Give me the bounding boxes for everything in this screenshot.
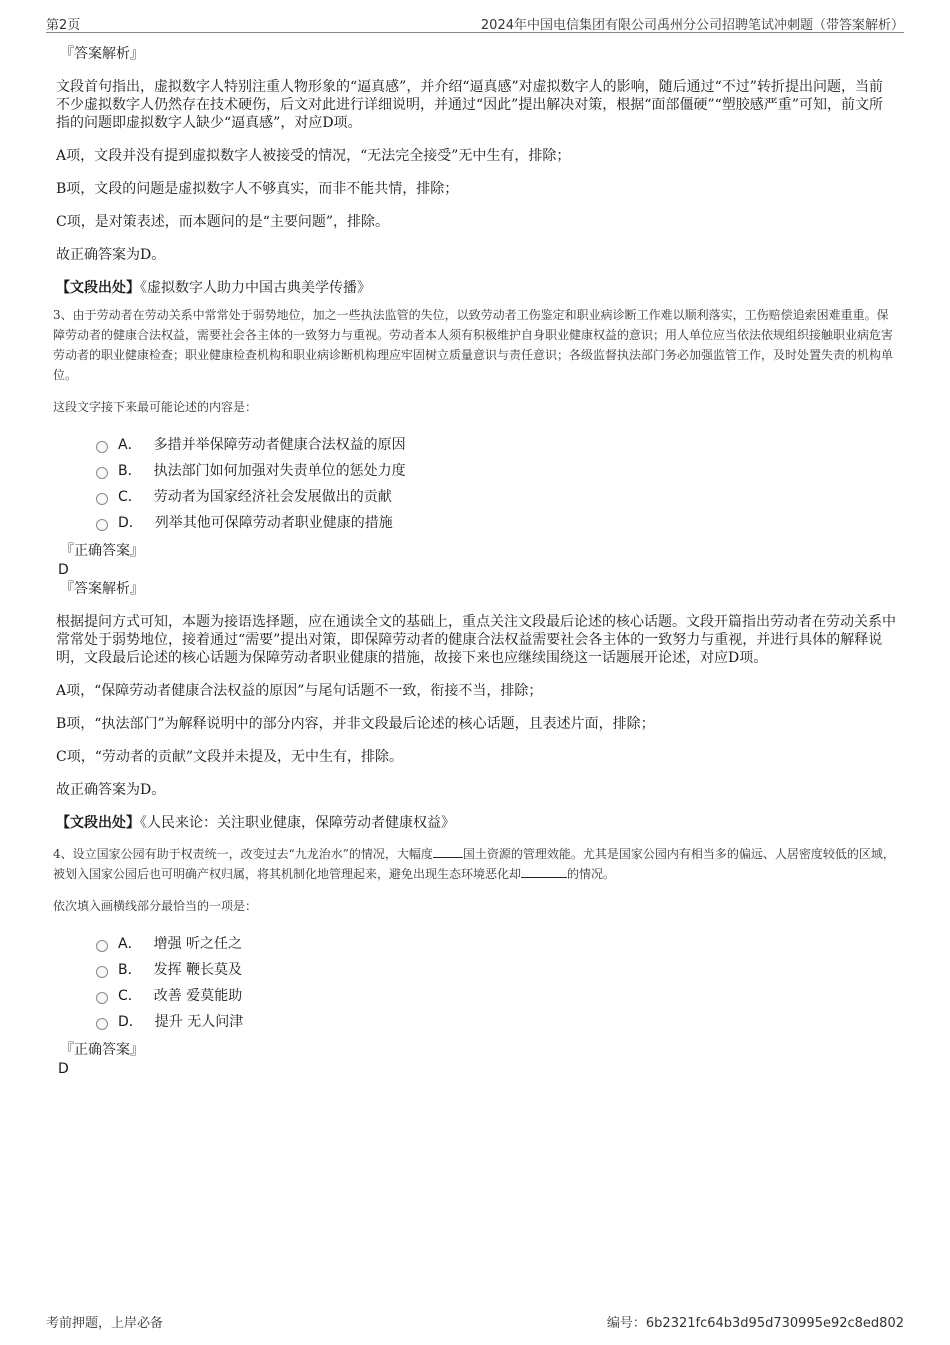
- q3-option-c[interactable]: [96, 483, 896, 509]
- option-text: 发挥 鞭长莫及: [153, 962, 243, 978]
- q2-option-c-analysis: C项，是对策表述，而本题问的是“主要问题”，排除。: [56, 214, 390, 230]
- option-text: 提升 无人问津: [154, 1014, 244, 1030]
- q3-correct-label: 『正确答案』: [60, 543, 144, 559]
- radio-button[interactable]: [96, 940, 108, 952]
- page-header: [46, 10, 904, 33]
- q3-source-label: 【文段出处】: [56, 815, 140, 831]
- option-letter: D．: [118, 515, 143, 531]
- page-content: [53, 44, 896, 1078]
- q4-stem-part3: 的情况。: [567, 867, 616, 881]
- q3-question: 这段文字接下来最可能论述的内容是：: [53, 400, 258, 414]
- page-number: 第2页: [46, 18, 81, 33]
- radio-button[interactable]: [96, 519, 108, 531]
- option-text: 多措并举保障劳动者健康合法权益的原因: [153, 437, 406, 453]
- radio-button[interactable]: [96, 467, 108, 479]
- q4-correct-label: 『正确答案』: [60, 1042, 144, 1058]
- q4-correct-answer: D: [58, 1061, 69, 1077]
- q3-option-c-analysis: C项，“劳动者的贡献”文段并未提及，无中生有，排除。: [56, 749, 404, 765]
- q2-source: [56, 279, 896, 297]
- q3-analysis-label: 『答案解析』: [60, 581, 144, 597]
- fill-blank-2: [521, 877, 567, 878]
- q4-option-a[interactable]: [96, 930, 896, 956]
- q4-option-d[interactable]: [96, 1008, 896, 1034]
- option-letter: A．: [118, 936, 142, 952]
- q3-source: [56, 814, 896, 832]
- q3-option-a[interactable]: [96, 431, 896, 457]
- option-text: 执法部门如何加强对失责单位的惩处力度: [153, 463, 406, 479]
- q3-options: [96, 431, 896, 535]
- serial-label: 编号：: [606, 1316, 646, 1331]
- fill-blank-1: [433, 857, 463, 858]
- q4-question: 依次填入画横线部分最恰当的一项是：: [53, 899, 258, 913]
- q3-option-b-analysis: B项，“执法部门”为解释说明中的部分内容，并非文段最后论述的核心话题，且表述片面，排除；: [56, 716, 655, 732]
- option-letter: C．: [118, 489, 142, 505]
- q2-option-a-analysis: A项，文段并没有提到虚拟数字人被接受的情况，“无法完全接受”无中生有，排除；: [56, 148, 571, 164]
- footer-slogan: 考前押题，上岸必备: [46, 1316, 164, 1331]
- serial-number: 6b2321fc64b3d95d730995e92c8ed802: [645, 1316, 904, 1331]
- q3-analysis-paragraph: 根据提问方式可知，本题为接语选择题，应在通读全文的基础上，重点关注文段最后论述的核心话题。文段开篇指出劳动者在劳动关系中常常处于弱势地位，接着通过“需要”提出对策，即保障劳动者的健康合法权益需要社会各主体的一致努力与重视，并进行具体的解释说明，文段最后论述的核心话题为保障劳动者职业健康的措施，故接下来也应继续围绕这一话题展开论述，对应D项。: [56, 614, 896, 666]
- q3-option-b[interactable]: [96, 457, 896, 483]
- q3-correct-answer: D: [58, 562, 69, 578]
- radio-button[interactable]: [96, 1018, 108, 1030]
- q3-stem: 3、由于劳动者在劳动关系中常常处于弱势地位，加之一些执法监管的失位，以致劳动者工伤鉴定和职业病诊断工作难以顺利落实，工伤赔偿追索困难重重。保障劳动者的健康合法权益，需要社会各主体的一致努力与重视。劳动者本人须有积极维护自身职业健康权益的意识；用人单位应当依法依规组织接触职业病危害劳动者的职业健康检查；职业健康检查机构和职业病诊断机构理应牢固树立质量意识与责任意识；各级监督执法部门务必加强监管工作，及时处置失责的机构单位。: [53, 308, 894, 382]
- q2-analysis-paragraph: 文段首句指出，虚拟数字人特别注重人物形象的“逼真感”，并介绍“逼真感”对虚拟数字人的影响，随后通过“不过”转折提出问题，当前不少虚拟数字人仍然存在技术硬伤，后文对此进行详细说明，并通过“因此”提出解决对策，根据“面部僵硬”“塑胶感严重”可知，前文所指的问题即虚拟数字人缺少“逼真感”，对应D项。: [56, 79, 883, 131]
- option-letter: D．: [118, 1014, 143, 1030]
- radio-button[interactable]: [96, 493, 108, 505]
- page-footer: [46, 1312, 904, 1332]
- option-letter: C．: [118, 988, 142, 1004]
- footer-serial: [607, 1312, 904, 1331]
- q4-stem-part1: 4、设立国家公园有助于权责统一，改变过去“九龙治水”的情况，大幅度: [53, 847, 433, 861]
- q2-option-b-analysis: B项，文段的问题是虚拟数字人不够真实，而非不能共情，排除；: [56, 181, 459, 197]
- q4-stem: [53, 844, 896, 884]
- option-letter: B．: [118, 962, 142, 978]
- radio-button[interactable]: [96, 441, 108, 453]
- q3-conclusion: 故正确答案为D。: [56, 782, 166, 798]
- q3-option-d[interactable]: [96, 509, 896, 535]
- q2-analysis-label: 『答案解析』: [60, 46, 144, 62]
- option-letter: A．: [118, 437, 142, 453]
- q3-option-a-analysis: A项，“保障劳动者健康合法权益的原因”与尾句话题不一致，衔接不当，排除；: [56, 683, 543, 699]
- q4-stem-part2: 国土资源的管理效能。尤其是国家公园内有相当多的偏远、人居密度较低的区域，被划入国家公园后也可明确产权归属，将其机制化地管理起来，避免出现生态环境恶化却: [53, 847, 895, 881]
- q4-option-c[interactable]: [96, 982, 896, 1008]
- q2-conclusion: 故正确答案为D。: [56, 247, 166, 263]
- option-text: 列举其他可保障劳动者职业健康的措施: [154, 515, 393, 531]
- option-text: 改善 爱莫能助: [153, 988, 243, 1004]
- q3-source-text: 《人民来论：关注职业健康，保障劳动者健康权益》: [140, 815, 455, 831]
- document-title: 2024年中国电信集团有限公司禹州分公司招聘笔试冲刺题（带答案解析）: [480, 18, 904, 33]
- radio-button[interactable]: [96, 992, 108, 1004]
- option-text: 劳动者为国家经济社会发展做出的贡献: [153, 489, 392, 505]
- q4-option-b[interactable]: [96, 956, 896, 982]
- option-text: 增强 听之任之: [153, 936, 243, 952]
- radio-button[interactable]: [96, 966, 108, 978]
- q2-source-text: 《虚拟数字人助力中国古典美学传播》: [140, 280, 371, 296]
- q4-options: [96, 930, 896, 1034]
- q2-source-label: 【文段出处】: [56, 280, 140, 296]
- option-letter: B．: [118, 463, 142, 479]
